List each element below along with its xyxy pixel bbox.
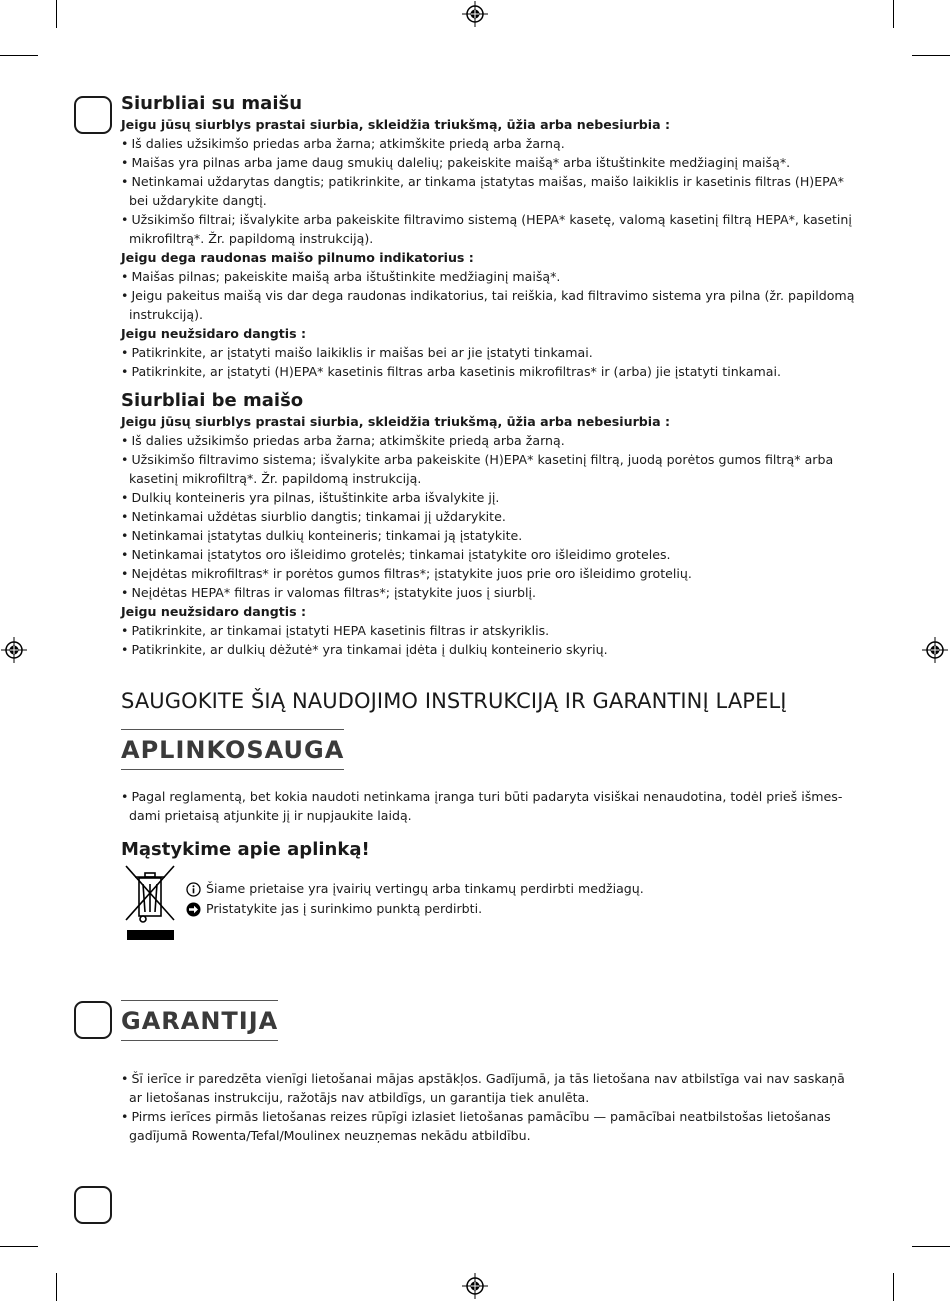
crop-mark: [912, 1246, 950, 1247]
list-item: • Dulkių konteineris yra pilnas, ištuštinkite arba išvalykite jį.: [121, 488, 861, 507]
list-item: • Šī ierīce ir paredzēta vienīgi lietošanai mājas apstākļos. Gadījumā, ja tās lietošana nav atbilstīga vai nav saskaņā ar lietošanas instrukciju, ražotājs nav atbildīgs, un garantija tiek anulēta.: [121, 1069, 861, 1107]
bagless-title: Siurbliai be maišo: [121, 390, 304, 411]
bagless-question-1: Jeigu jūsų siurblys prastai siurbia, skleidžia triukšmą, ūžia arba nebesiurbia :: [121, 414, 671, 429]
warranty-title: GARANTIJA: [121, 1000, 278, 1041]
bagless-question-2: Jeigu neužsidaro dangtis :: [121, 604, 307, 619]
section-tab-marker: [74, 96, 112, 134]
list-item: • Užsikimšo filtrai; išvalykite arba pakeiskite filtravimo sistemą (HEPA* kasetę, valomą kasetinį filtrą HEPA*, kasetinį mikrofiltrą*. Žr. papildomą instrukciją).: [121, 210, 861, 248]
environment-notes: [186, 879, 866, 919]
bagged-question-2: Jeigu dega raudonas maišo pilnumo indikatorius :: [121, 250, 474, 265]
page-number-box: [74, 1186, 112, 1224]
bagged-list-3: [121, 343, 861, 381]
info-icon: [186, 882, 201, 897]
list-item: • Patikrinkite, ar įstatyti maišo laikiklis ir maišas bei ar jie įstatyti tinkamai.: [121, 343, 861, 362]
environment-title: APLINKOSAUGA: [121, 729, 344, 770]
registration-mark-icon: [462, 1273, 488, 1299]
save-notice: SAUGOKITE ŠIĄ NAUDOJIMO INSTRUKCIJĄ IR GARANTINĮ LAPELĮ: [121, 689, 787, 713]
list-item: • Maišas yra pilnas arba jame daug smukių dalelių; pakeiskite maišą* arba ištuštinkite medžiaginį maišą*.: [121, 153, 861, 172]
list-item: • Pirms ierīces pirmās lietošanas reizes rūpīgi izlasiet lietošanas pamācību — pamācībai neatbilstošas lietošanas gadījumā Rowenta/Tefal/Moulinex neuzņemas nekādu atbildību.: [121, 1107, 861, 1145]
registration-mark-icon: [922, 637, 948, 663]
list-item: • Netinkamai uždarytas dangtis; patikrinkite, ar tinkama įstatytas maišas, maišo laikiklis ir kasetinis filtras (H)EPA* bei uždarykite dangtį.: [121, 172, 861, 210]
list-item: • Neįdėtas mikrofiltras* ir porėtos gumos filtras*; įstatykite juos prie oro išleidimo grotelių.: [121, 564, 861, 583]
list-item: • Iš dalies užsikimšo priedas arba žarna; atkimškite priedą arba žarną.: [121, 431, 861, 450]
list-item: • Pagal reglamentą, bet kokia naudoti netinkama įranga turi būti padaryta visiškai nenaudotina, todėl prieš išmes-dami prietaisą atjunkite jį ir nupjaukite laidą.: [121, 787, 855, 825]
crop-mark: [912, 55, 950, 56]
list-item: • Maišas pilnas; pakeiskite maišą arba ištuštinkite medžiaginį maišą*.: [121, 267, 861, 286]
list-item: • Iš dalies užsikimšo priedas arba žarna; atkimškite priedą arba žarną.: [121, 134, 861, 153]
list-item: • Patikrinkite, ar dulkių dėžutė* yra tinkamai įdėta į dulkių konteinerio skyrių.: [121, 640, 861, 659]
warranty-list: [121, 1069, 861, 1145]
crop-mark: [0, 55, 38, 56]
crop-mark: [56, 0, 57, 28]
troubleshooting-section: [121, 93, 861, 659]
bagless-list-1: [121, 431, 861, 602]
list-item: • Užsikimšo filtravimo sistema; išvalykite arba pakeiskite (H)EPA* kasetinį filtrą, juodą porėtos gumos filtrą* arba kasetinį mikrofiltrą*. Žr. papildomą instrukciją.: [121, 450, 861, 488]
environment-list: [121, 787, 855, 825]
environment-heading-box: [121, 729, 344, 770]
bagged-title: Siurbliai su maišu: [121, 93, 303, 114]
info-text: Šiame prietaise yra įvairių vertingų arba tinkamų perdirbti medžiagų.: [206, 881, 644, 896]
registration-mark-icon: [1, 637, 27, 663]
bagged-list-2: [121, 267, 861, 324]
bagged-question-1: Jeigu jūsų siurblys prastai siurbia, skleidžia triukšmą, ūžia arba nebesiurbia :: [121, 117, 671, 132]
list-item: • Netinkamai įstatytos oro išleidimo grotelės; tinkamai įstatykite oro išleidimo groteles.: [121, 545, 861, 564]
crop-mark: [0, 1246, 38, 1247]
crop-mark: [893, 1273, 894, 1301]
list-item: • Jeigu pakeitus maišą vis dar dega raudonas indikatorius, tai reiškia, kad filtravimo sistema yra pilna (žr. papildomą instrukciją).: [121, 286, 861, 324]
crop-mark: [56, 1273, 57, 1301]
environment-subtitle: Mąstykime apie aplinką!: [121, 839, 370, 860]
registration-mark-icon: [462, 1, 488, 27]
list-item: • Patikrinkite, ar įstatyti (H)EPA* kasetinis filtras arba kasetinis mikrofiltras* ir (arba) jie įstatyti tinkamai.: [121, 362, 861, 381]
arrow-text: Pristatykite jas į surinkimo punktą perdirbti.: [206, 901, 483, 916]
list-item: • Netinkamai uždėtas siurblio dangtis; tinkamai jį uždarykite.: [121, 507, 861, 526]
bagless-list-2: [121, 621, 861, 659]
list-item: • Patikrinkite, ar tinkamai įstatyti HEPA kasetinis filtras ir atskyriklis.: [121, 621, 861, 640]
arrow-line: [186, 899, 866, 919]
arrow-circle-icon: [186, 902, 201, 917]
crossed-bin-icon: [122, 864, 178, 942]
info-line: [186, 879, 866, 899]
bagged-list-1: [121, 134, 861, 248]
warranty-heading-box: [121, 1000, 278, 1041]
list-item: • Netinkamai įstatytas dulkių konteineris; tinkamai ją įstatykite.: [121, 526, 861, 545]
section-tab-marker: [74, 1001, 112, 1039]
list-item: • Neįdėtas HEPA* filtras ir valomas filtras*; įstatykite juos į siurblį.: [121, 583, 861, 602]
crop-mark: [893, 0, 894, 28]
bagged-question-3: Jeigu neužsidaro dangtis :: [121, 326, 307, 341]
